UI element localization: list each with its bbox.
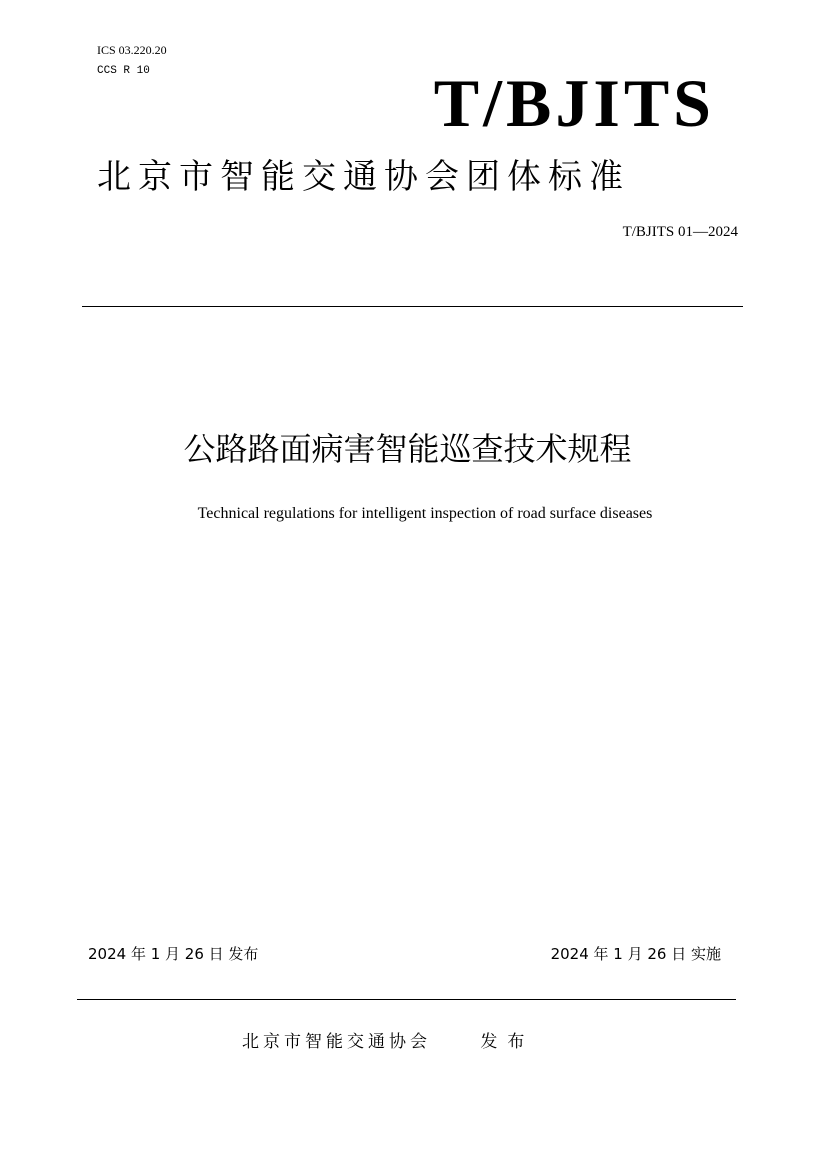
- ics-code: ICS 03.220.20: [97, 43, 167, 57]
- org-standard-title: 北京市智能交通协会团体标准: [97, 157, 630, 197]
- issue-date: 2024 年 1 月 26 日 发布: [88, 945, 259, 963]
- bottom-divider: [77, 999, 736, 1000]
- implementation-date: 2024 年 1 月 26 日 实施: [550, 945, 721, 963]
- publisher-organization: 北京市智能交通协会: [242, 1032, 431, 1052]
- standard-number: T/BJITS 01—2024: [622, 224, 738, 240]
- ccs-code: CCS R 10: [97, 65, 150, 77]
- publisher-action: 发布: [480, 1032, 535, 1052]
- document-title-english: Technical regulations for intelligent inspection of road surface diseases: [197, 505, 653, 522]
- standard-logo: T/BJITS: [433, 65, 715, 141]
- publisher-line: [242, 1030, 534, 1054]
- document-title-chinese: 公路路面病害智能巡查技术规程: [183, 430, 632, 468]
- top-divider: [82, 306, 743, 307]
